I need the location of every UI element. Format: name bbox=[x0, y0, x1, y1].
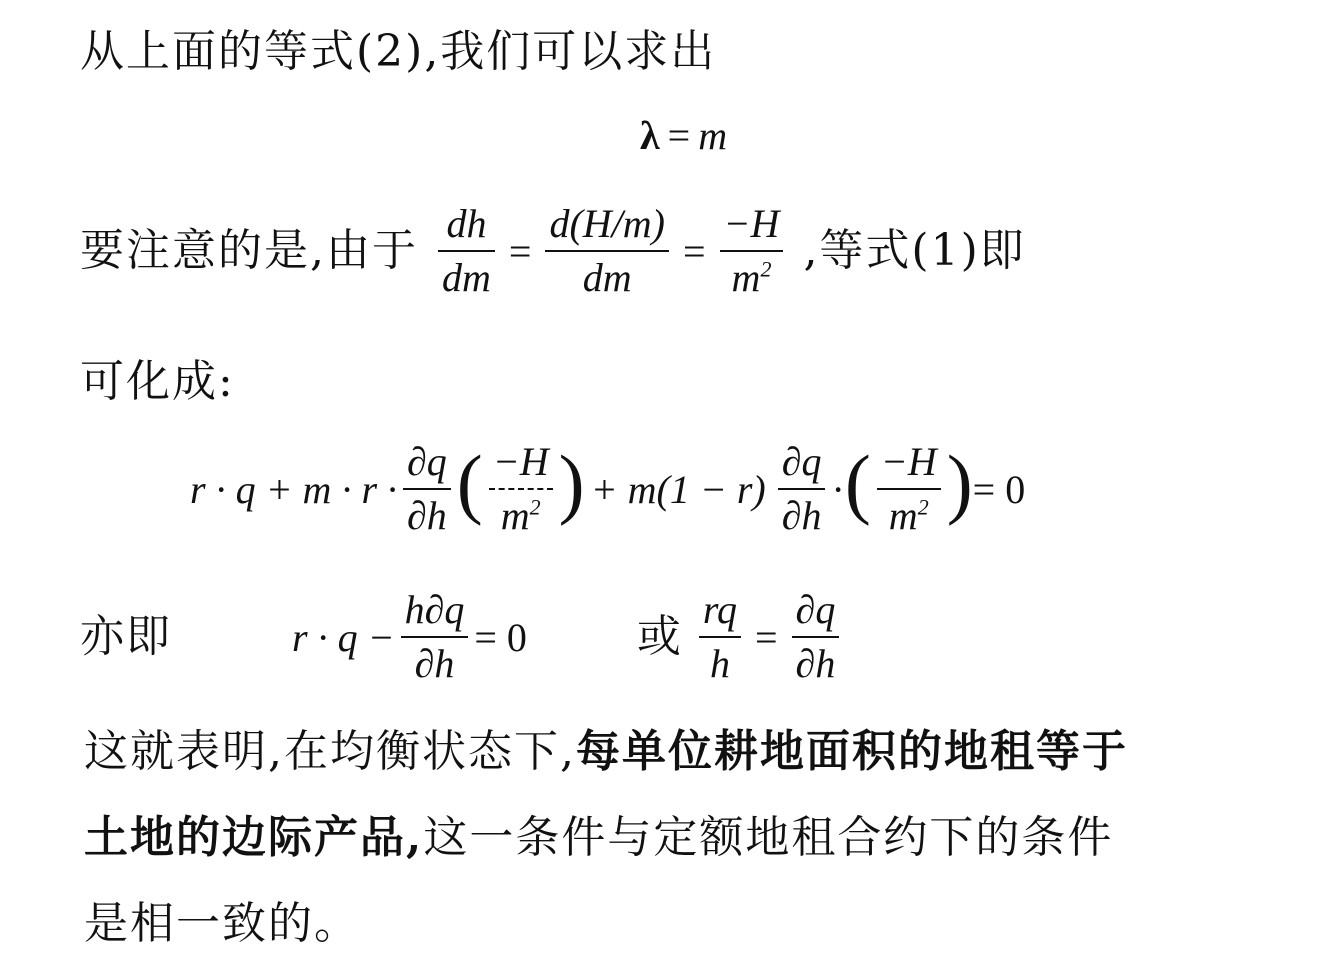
paragraph-4 bbox=[84, 726, 1128, 777]
left-paren: ( bbox=[844, 439, 871, 526]
fraction-denominator: h bbox=[709, 641, 730, 686]
paragraph-2 bbox=[80, 202, 1026, 300]
paragraph-2-prefix: 要注意的是,由于 bbox=[80, 225, 418, 276]
fraction-bar bbox=[401, 636, 469, 638]
fraction-hdq-dh bbox=[401, 588, 469, 686]
exponent: 2 bbox=[917, 494, 929, 520]
fraction-dHm-dm bbox=[545, 202, 669, 300]
equation-main bbox=[190, 440, 1025, 538]
fraction-bar bbox=[438, 250, 495, 252]
left-paren: ( bbox=[456, 439, 483, 526]
fraction-numerator: rq bbox=[702, 587, 737, 632]
paragraph-4-bold: 每单位耕地面积的地租等于 bbox=[575, 726, 1128, 777]
exponent: 2 bbox=[529, 494, 541, 520]
equals-sign: = bbox=[508, 228, 532, 274]
m-variable: m bbox=[888, 493, 918, 538]
fraction-bar bbox=[792, 636, 840, 638]
fraction-numerator: d(H/m) bbox=[549, 201, 665, 246]
equation-rq bbox=[292, 588, 527, 686]
fraction-dq-dh bbox=[403, 440, 451, 538]
fraction-numerator: h∂q bbox=[404, 587, 465, 632]
fraction-bar bbox=[877, 488, 941, 490]
fraction-numerator: ∂q bbox=[795, 587, 836, 632]
equation-ratio bbox=[693, 588, 845, 686]
yiji-label: 亦即 bbox=[80, 611, 172, 662]
fraction-numerator: −H bbox=[492, 439, 549, 484]
equation-lambda bbox=[640, 112, 727, 159]
exponent: 2 bbox=[760, 256, 772, 282]
paragraph-5 bbox=[84, 812, 1114, 863]
eq-lambda-rhs: m bbox=[698, 113, 728, 158]
eq-rq-tail: = 0 bbox=[474, 614, 527, 660]
eq-main-part1: r · q + m · r · bbox=[190, 466, 398, 512]
fraction-bar bbox=[699, 636, 741, 638]
fraction-negH-m2 bbox=[489, 440, 553, 538]
fraction-bar bbox=[720, 250, 784, 252]
paragraph-3: 可化成: bbox=[80, 356, 235, 407]
m-variable: m bbox=[731, 255, 761, 300]
fraction-numerator: −H bbox=[723, 201, 780, 246]
fraction-bar bbox=[778, 488, 826, 490]
fraction-numerator: dh bbox=[446, 201, 487, 246]
fraction-numerator: −H bbox=[880, 439, 937, 484]
paragraph-5-normal: 这一条件与定额地租合约下的条件 bbox=[423, 812, 1114, 863]
fraction-denominator bbox=[728, 256, 776, 300]
fraction-denominator: ∂h bbox=[407, 493, 447, 538]
eq-lambda-lhs: λ bbox=[640, 113, 660, 158]
right-paren: ) bbox=[558, 439, 585, 526]
paragraph-2-suffix: ,等式(1)即 bbox=[803, 225, 1026, 276]
huo-label: 或 bbox=[636, 611, 683, 662]
equals-sign: = bbox=[754, 614, 778, 660]
fraction-denominator bbox=[497, 494, 545, 538]
fraction-numerator: ∂q bbox=[781, 439, 822, 484]
fraction-denominator: ∂h bbox=[414, 641, 455, 686]
fraction-denominator: dm bbox=[582, 255, 632, 300]
paragraph-6: 是相一致的。 bbox=[84, 898, 360, 949]
fraction-rq-h bbox=[699, 588, 741, 686]
fraction-denominator: ∂h bbox=[795, 641, 836, 686]
equation-derivative bbox=[432, 202, 789, 300]
eq-lambda-equals: = bbox=[667, 113, 691, 158]
fraction-dh-dm bbox=[438, 202, 495, 300]
eq-rq-lhs: r · q − bbox=[292, 614, 395, 660]
dot-operator: · bbox=[831, 466, 845, 512]
eq-main-tail: = 0 bbox=[972, 466, 1026, 512]
fraction-denominator bbox=[885, 494, 933, 538]
fraction-bar bbox=[545, 250, 669, 252]
fraction-bar bbox=[489, 488, 553, 490]
fraction-negH-m2 bbox=[720, 202, 784, 300]
fraction-numerator: ∂q bbox=[407, 439, 447, 484]
paragraph-yiji bbox=[80, 588, 845, 686]
fraction-denominator: ∂h bbox=[781, 493, 822, 538]
m-variable: m bbox=[500, 493, 530, 538]
paragraph-1: 从上面的等式(2),我们可以求出 bbox=[80, 26, 717, 77]
right-paren: ) bbox=[946, 439, 973, 526]
paragraph-4-normal: 这就表明,在均衡状态下, bbox=[84, 726, 576, 777]
fraction-negH-m2 bbox=[877, 440, 941, 538]
fraction-denominator: dm bbox=[442, 255, 491, 300]
fraction-bar bbox=[403, 488, 451, 490]
eq-main-part2: + m(1 − r) bbox=[590, 466, 766, 512]
fraction-dq-dh bbox=[792, 588, 840, 686]
equals-sign: = bbox=[682, 228, 706, 274]
paragraph-5-bold: 土地的边际产品, bbox=[84, 812, 424, 863]
fraction-dq-dh bbox=[778, 440, 826, 538]
